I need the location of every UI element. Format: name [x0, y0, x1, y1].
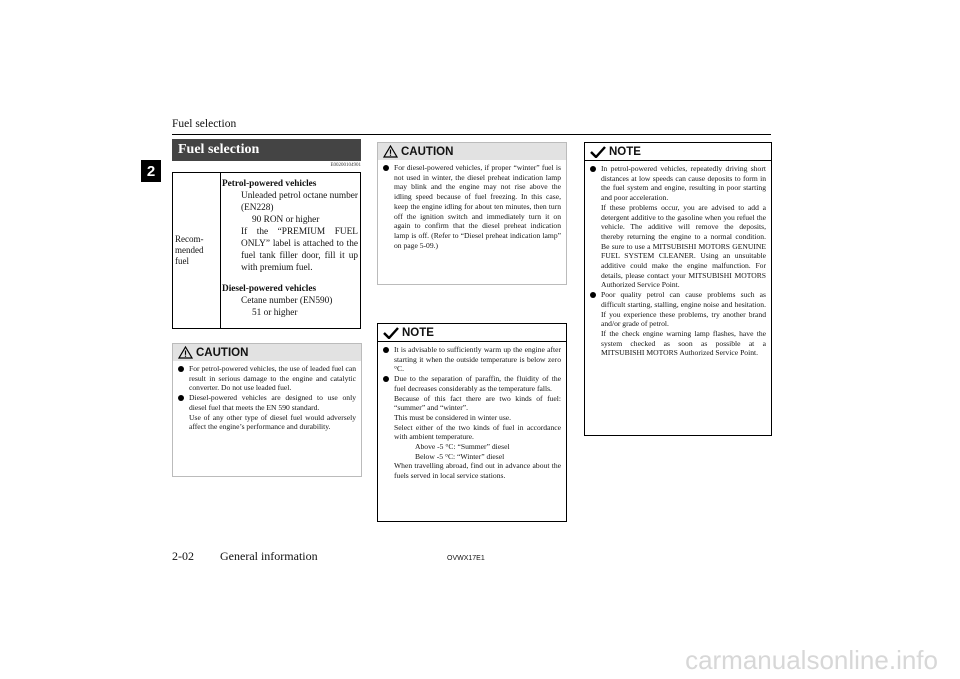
caution-title: CAUTION [196, 346, 249, 359]
caution-box-fuel [172, 343, 362, 477]
note-select-fuel-text: Select either of the two kinds of fuel in accordance with ambient temperature. [394, 422, 561, 442]
note-title: NOTE [609, 145, 641, 158]
petrol-ron-text: 90 RON or higher [252, 215, 320, 225]
note-travel-abroad-text: When travelling abroad, find out in advance about the fuels served in local service stations. [394, 461, 561, 481]
caution-header [378, 143, 566, 160]
caution-diesel-standard-text: Diesel-powered vehicles are designed to use only diesel fuel that meets the EN 590 standard. [189, 393, 356, 412]
diesel-heading: Diesel-powered vehicles [222, 284, 317, 294]
note-additive-text: If these problems occur, you are advised to add a detergent additive to the gasoline when you refuel the vehicle. The additive will remove the deposits, thereby returning the engine to a normal condition. Be sure to use a MITSUBISHI MOTORS GENUINE FUEL SYSTEM CLEANER. Using an unsuitable additive could make the engine malfunction. For details, please contact your MITSUBISHI MOTORS Authorized Service Point. [601, 202, 766, 290]
bullet-icon [590, 166, 596, 172]
note-deposits-text: In petrol-powered vehicles, repeatedly driving short distances at low speeds can cause deposits to form in the fuel system and engine, resulting in poor starting and poor acceleration. [601, 164, 766, 203]
note-winter-use-text: This must be considered in winter use. [394, 412, 512, 422]
manual-code: OVWX17E1 [447, 555, 485, 562]
premium-fuel-text: If the “PREMIUM FUEL ONLY” label is attached to the fuel tank filler door, fill it up with premium fuel. [241, 227, 358, 273]
footer-section-title: General information [220, 549, 318, 563]
warning-triangle-icon [383, 145, 398, 158]
note-paraffin-text: Due to the separation of paraffin, the fluidity of the fuel decreases considerably as the temperature falls. [394, 374, 561, 393]
bullet-icon [178, 366, 184, 372]
header-rule [172, 134, 771, 135]
note-fuel-kinds-text: Because of this fact there are two kinds of fuel: “summer” and “winter”. [394, 393, 561, 413]
caution-box-diesel [377, 142, 567, 285]
caution-header [173, 344, 361, 361]
note-winter-diesel-text: Below -5 °C: “Winter” diesel [415, 451, 505, 461]
caution-title: CAUTION [401, 145, 454, 158]
fuel-table-label [173, 173, 221, 328]
diesel-cetane-text: Cetane number (EN590) [241, 296, 333, 306]
petrol-heading: Petrol-powered vehicles [222, 179, 317, 189]
note-box-winter-diesel [377, 323, 567, 522]
section-title: Fuel selection [172, 139, 361, 161]
chapter-tab: 2 [141, 160, 161, 182]
note-summer-diesel-text: Above -5 °C: “Summer” diesel [415, 442, 510, 452]
running-header-title: Fuel selection [172, 118, 237, 130]
fuel-table-content [222, 178, 358, 319]
note-warm-up-text: It is advisable to sufficiently warm up the engine after starting it when the outside temperature is below zero °C. [394, 345, 561, 374]
diesel-cetane-value: 51 or higher [252, 308, 298, 318]
petrol-octane-text: Unleaded petrol octane number (EN228) [241, 191, 358, 213]
watermark: carmanualsonline.info [685, 645, 938, 675]
note-check-icon [590, 146, 606, 158]
caution-winter-fuel-text: For diesel-powered vehicles, if proper “winter” fuel is not used in winter, the diesel preheat indication lamp may blink and the engine may not rise above the idling speed because of fuel freezing. In this case, keep the engine idling for about ten minutes, then turn off the ignition switch and immediately turn it on again to confirm that the diesel preheat indication lamp is off. (Refer to “Diesel preheat indication lamp” on page 5-09.) [394, 163, 561, 250]
caution-leaded-fuel-text: For petrol-powered vehicles, the use of leaded fuel can result in serious damage to the engine and catalytic converter. Do not use leaded fuel. [189, 364, 356, 393]
page-number: 2-02 [172, 549, 194, 563]
bullet-icon [590, 292, 596, 298]
bullet-icon [383, 347, 389, 353]
recommended-fuel-table [172, 172, 361, 329]
recommended-fuel-label: Recom- mended fuel [175, 234, 204, 266]
warning-triangle-icon [178, 346, 193, 359]
section-code: E00200104901 [330, 163, 361, 168]
note-poor-petrol-text: Poor quality petrol can cause problems such as difficult starting, stalling, engine noise and hesitation. If you experience these problems, try another brand and/or grade of petrol. [601, 290, 766, 329]
bullet-icon [383, 165, 389, 171]
note-box-petrol [584, 142, 772, 436]
note-warning-lamp-text: If the check engine warning lamp flashes, have the system checked as soon as possible at a MITSUBISHI MOTORS Authorized Service Point. [601, 328, 766, 358]
caution-diesel-performance-text: Use of any other type of diesel fuel would adversely affect the engine’s performance and durability. [189, 412, 356, 432]
note-header [378, 324, 566, 342]
note-header [585, 143, 771, 161]
note-title: NOTE [402, 326, 434, 339]
bullet-icon [178, 395, 184, 401]
note-check-icon [383, 327, 399, 339]
bullet-icon [383, 376, 389, 382]
